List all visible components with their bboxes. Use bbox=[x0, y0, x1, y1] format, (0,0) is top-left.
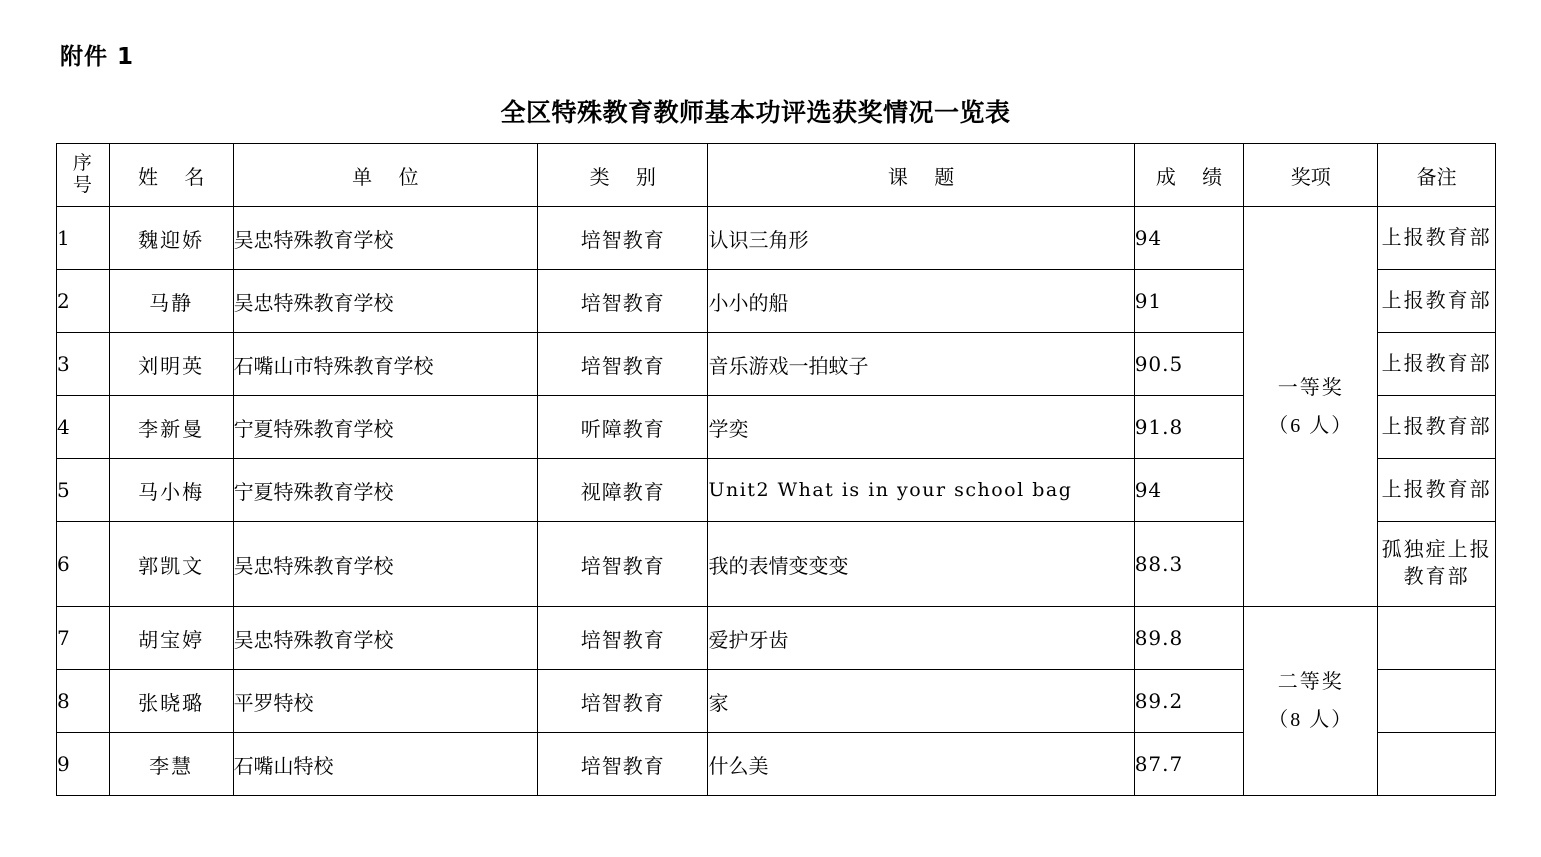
cell-type: 培智教育 bbox=[538, 607, 708, 670]
cell-unit: 宁夏特殊教育学校 bbox=[233, 459, 537, 522]
cell-name: 马静 bbox=[109, 270, 233, 333]
cell-index: 6 bbox=[57, 522, 110, 607]
cell-name: 郭凯文 bbox=[109, 522, 233, 607]
cell-index: 8 bbox=[57, 670, 110, 733]
cell-type: 听障教育 bbox=[538, 396, 708, 459]
column-header-unit-text: 单 位 bbox=[352, 164, 429, 189]
award-table bbox=[56, 143, 1496, 796]
column-header-award-text: 奖项 bbox=[1290, 164, 1331, 189]
cell-topic: 学奕 bbox=[708, 396, 1134, 459]
cell-unit: 吴忠特殊教育学校 bbox=[233, 522, 537, 607]
column-header-index bbox=[57, 144, 110, 207]
cell-name: 李慧 bbox=[109, 733, 233, 796]
cell-award-group-second bbox=[1244, 607, 1378, 796]
cell-topic: 爱护牙齿 bbox=[708, 607, 1134, 670]
column-header-topic bbox=[708, 144, 1134, 207]
cell-score: 87.7 bbox=[1134, 733, 1244, 796]
cell-unit: 石嘴山特校 bbox=[233, 733, 537, 796]
cell-topic: 什么美 bbox=[708, 733, 1134, 796]
cell-unit: 吴忠特殊教育学校 bbox=[233, 207, 537, 270]
cell-type: 培智教育 bbox=[538, 522, 708, 607]
cell-unit: 石嘴山市特殊教育学校 bbox=[233, 333, 537, 396]
table-body bbox=[57, 207, 1496, 796]
cell-topic: 音乐游戏一拍蚊子 bbox=[708, 333, 1134, 396]
cell-topic: 小小的船 bbox=[708, 270, 1134, 333]
award-label-line2: （6 人） bbox=[1268, 414, 1354, 437]
cell-unit: 吴忠特殊教育学校 bbox=[233, 607, 537, 670]
table-header-row bbox=[57, 144, 1496, 207]
cell-award-group-first bbox=[1244, 207, 1378, 607]
cell-index: 9 bbox=[57, 733, 110, 796]
cell-topic: 认识三角形 bbox=[708, 207, 1134, 270]
cell-note: 上报教育部 bbox=[1378, 270, 1496, 333]
award-label-line1: 一等奖 bbox=[1277, 376, 1344, 399]
table-row bbox=[57, 607, 1496, 670]
cell-score: 88.3 bbox=[1134, 522, 1244, 607]
column-header-index-line2: 号 bbox=[72, 174, 93, 196]
cell-score: 94 bbox=[1134, 459, 1244, 522]
column-header-index-line1: 序 bbox=[72, 152, 93, 175]
cell-type: 培智教育 bbox=[538, 333, 708, 396]
cell-score: 91.8 bbox=[1134, 396, 1244, 459]
cell-name: 刘明英 bbox=[109, 333, 233, 396]
cell-index: 2 bbox=[57, 270, 110, 333]
cell-index: 1 bbox=[57, 207, 110, 270]
cell-topic: 我的表情变变变 bbox=[708, 522, 1134, 607]
column-header-note-text: 备注 bbox=[1416, 164, 1457, 189]
cell-score: 89.2 bbox=[1134, 670, 1244, 733]
column-header-score-text: 成 绩 bbox=[1155, 164, 1233, 189]
cell-type: 培智教育 bbox=[538, 670, 708, 733]
cell-index: 7 bbox=[57, 607, 110, 670]
cell-topic: 家 bbox=[708, 670, 1134, 733]
cell-name: 马小梅 bbox=[109, 459, 233, 522]
cell-index: 3 bbox=[57, 333, 110, 396]
column-header-type bbox=[538, 144, 708, 207]
cell-type: 培智教育 bbox=[538, 207, 708, 270]
cell-name: 胡宝婷 bbox=[109, 607, 233, 670]
cell-note: 上报教育部 bbox=[1378, 207, 1496, 270]
award-label-line2: （8 人） bbox=[1268, 709, 1354, 731]
cell-topic: Unit2 What is in your school bag bbox=[708, 459, 1134, 522]
cell-index: 4 bbox=[57, 396, 110, 459]
award-label-line1: 二等奖 bbox=[1277, 671, 1344, 693]
column-header-name bbox=[109, 144, 233, 207]
page-title: 全区特殊教育教师基本功评选获奖情况一览表 bbox=[500, 98, 1011, 127]
cell-name: 魏迎娇 bbox=[109, 207, 233, 270]
table-header bbox=[57, 144, 1496, 207]
cell-type: 培智教育 bbox=[538, 270, 708, 333]
cell-note: 上报教育部 bbox=[1378, 396, 1496, 459]
cell-note bbox=[1378, 733, 1496, 796]
cell-score: 89.8 bbox=[1134, 607, 1244, 670]
column-header-note bbox=[1378, 144, 1496, 207]
cell-type: 培智教育 bbox=[538, 733, 708, 796]
cell-note: 孤独症上报教育部 bbox=[1378, 522, 1496, 607]
column-header-type-text: 类 别 bbox=[589, 164, 666, 189]
column-header-name-text: 姓 名 bbox=[137, 164, 215, 189]
column-header-topic-text: 课 题 bbox=[887, 164, 965, 189]
cell-note bbox=[1378, 607, 1496, 670]
cell-unit: 吴忠特殊教育学校 bbox=[233, 270, 537, 333]
table-row bbox=[57, 207, 1496, 270]
column-header-score bbox=[1134, 144, 1244, 207]
cell-unit: 平罗特校 bbox=[233, 670, 537, 733]
cell-type: 视障教育 bbox=[538, 459, 708, 522]
cell-index: 5 bbox=[57, 459, 110, 522]
cell-score: 90.5 bbox=[1134, 333, 1244, 396]
cell-note: 上报教育部 bbox=[1378, 459, 1496, 522]
cell-note bbox=[1378, 670, 1496, 733]
cell-score: 91 bbox=[1134, 270, 1244, 333]
column-header-unit bbox=[233, 144, 537, 207]
column-header-award bbox=[1244, 144, 1378, 207]
cell-name: 张晓璐 bbox=[109, 670, 233, 733]
attachment-label: 附件 1 bbox=[60, 44, 135, 70]
cell-score: 94 bbox=[1134, 207, 1244, 270]
cell-note: 上报教育部 bbox=[1378, 333, 1496, 396]
cell-name: 李新曼 bbox=[109, 396, 233, 459]
cell-unit: 宁夏特殊教育学校 bbox=[233, 396, 537, 459]
